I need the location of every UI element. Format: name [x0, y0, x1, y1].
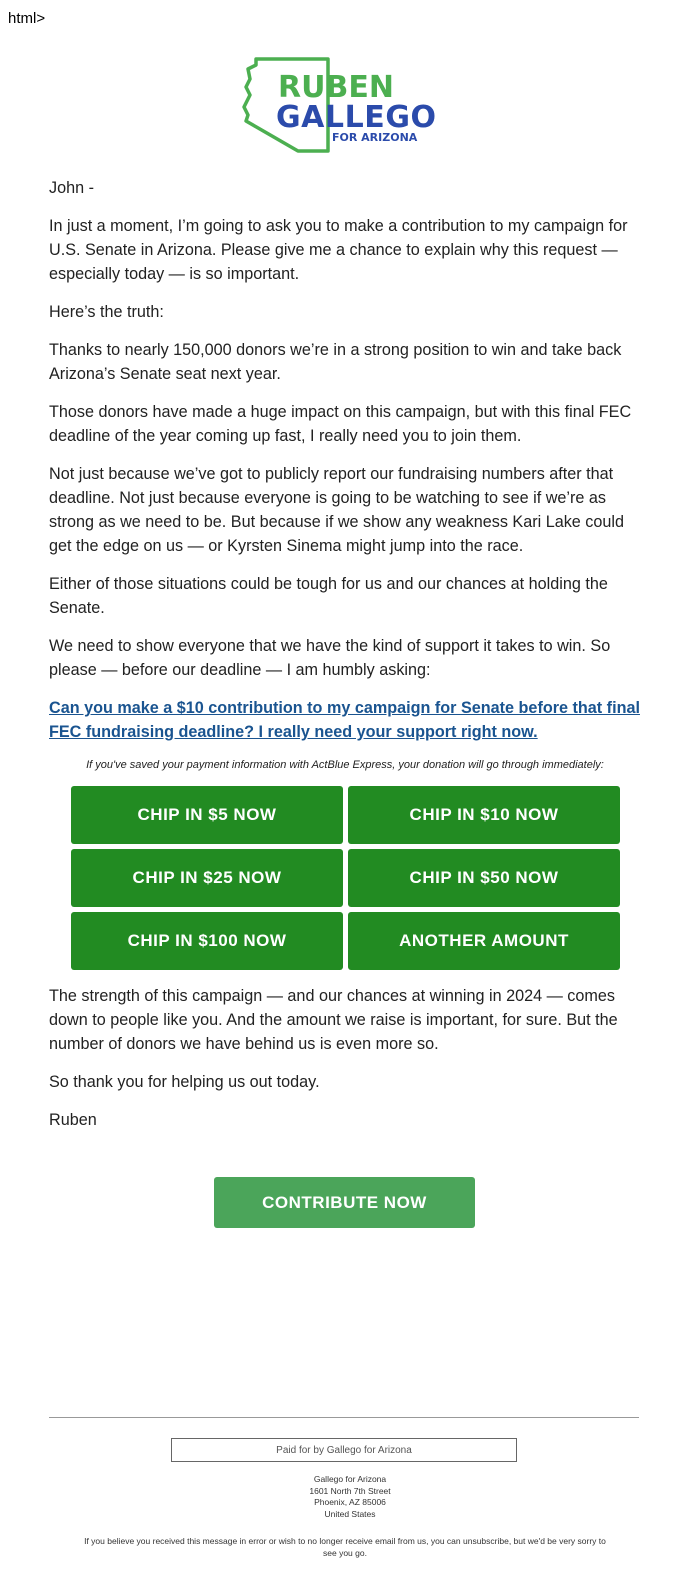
footer-divider	[49, 1417, 639, 1418]
paragraph: We need to show everyone that we have the kind of support it takes to win. So please — before our deadline — I am humbly asking:	[49, 637, 611, 679]
unsubscribe-text[interactable]: If you believe you received this message in error or wish to no longer receive email from us, you can unsubscribe, but we'd be very sorry to see you go.	[84, 1536, 606, 1558]
paragraph: Those donors have made a huge impact on this campaign, but with this final FEC deadline of the year coming up fast, I really need you to join them.	[49, 403, 632, 445]
campaign-logo	[240, 55, 440, 155]
chip-in-25-button[interactable]: CHIP IN $25 NOW	[71, 849, 343, 907]
doc-prefix: html>	[8, 10, 46, 27]
paragraph: Either of those situations could be tough for us and our chances at holding the Senate.	[49, 575, 608, 617]
actblue-express-note: If you've saved your payment information with ActBlue Express, your donation will go through immediately:	[86, 759, 604, 771]
chip-in-50-button[interactable]: CHIP IN $50 NOW	[348, 849, 620, 907]
footer-address	[0, 1474, 700, 1520]
address-line: Gallego for Arizona	[313, 1474, 387, 1484]
logo-for-arizona: FOR ARIZONA	[332, 131, 418, 144]
logo-ruben: RUBEN	[278, 70, 394, 105]
address-line: Phoenix, AZ 85006	[314, 1497, 386, 1507]
another-amount-button[interactable]: ANOTHER AMOUNT	[348, 912, 620, 970]
paragraph: Thanks to nearly 150,000 donors we’re in a strong position to win and take back Arizona’s Senate seat next year.	[49, 341, 622, 383]
address-line: United States	[324, 1508, 376, 1519]
email-body	[49, 176, 641, 1146]
paragraph: So thank you for helping us out today.	[49, 1073, 320, 1091]
paragraph: In just a moment, I’m going to ask you to make a contribution to my campaign for U.S. Senate in Arizona. Please give me a chance to explain why this request — especially today — is so important.	[49, 217, 628, 283]
donation-ask-link[interactable]: Can you make a $10 contribution to my campaign for Senate before that final FEC fundraising deadline? I really need your support right now.	[49, 699, 640, 741]
donation-button-grid	[71, 786, 641, 970]
chip-in-10-button[interactable]: CHIP IN $10 NOW	[348, 786, 620, 844]
greeting: John -	[49, 179, 94, 197]
address-line: 1601 North 7th Street	[309, 1485, 391, 1496]
chip-in-5-button[interactable]: CHIP IN $5 NOW	[71, 786, 343, 844]
contribute-now-button[interactable]: CONTRIBUTE NOW	[214, 1177, 475, 1228]
logo-gallego: GALLEGO	[276, 100, 436, 135]
chip-in-100-button[interactable]: CHIP IN $100 NOW	[71, 912, 343, 970]
paragraph: Here’s the truth:	[49, 303, 164, 321]
paragraph: Not just because we’ve got to publicly report our fundraising numbers after that deadline. Not just because everyone is going to be watching to see if we’re as strong as we need to be. But because if we show any weakness Kari Lake could get the edge on us — or Kyrsten Sinema might jump into the race.	[49, 465, 624, 555]
paragraph: The strength of this campaign — and our chances at winning in 2024 — comes down to people like you. And the amount we raise is important, for sure. But the number of donors we have behind us is even more so.	[49, 987, 618, 1053]
signature: Ruben	[49, 1111, 97, 1129]
paid-for-disclaimer: Paid for by Gallego for Arizona	[171, 1438, 517, 1462]
